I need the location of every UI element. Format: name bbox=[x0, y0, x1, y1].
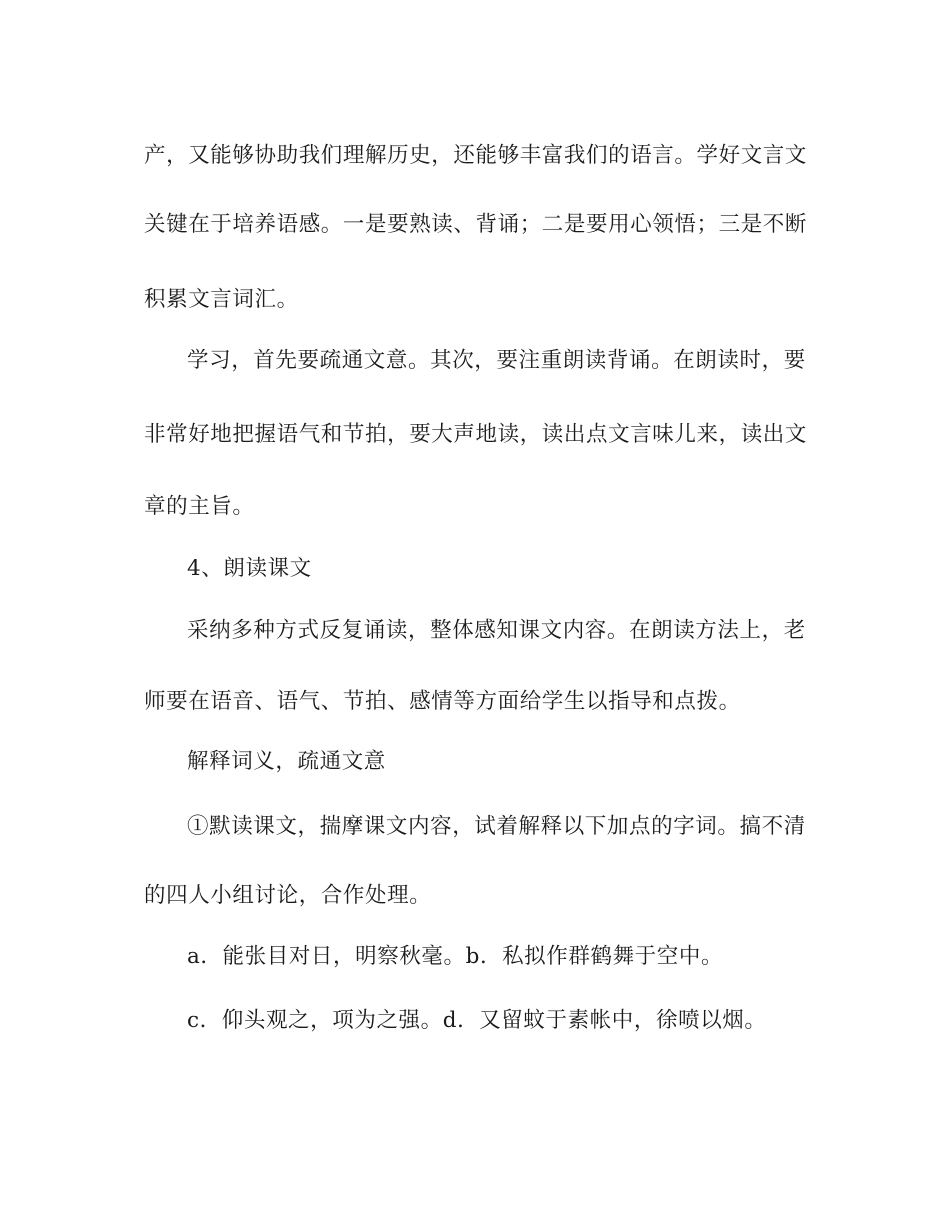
text-line: 学习，首先要疏通文意。其次，要注重朗读背诵。在朗读时，要 bbox=[187, 348, 806, 373]
list-item: a．能张目对日，明察秋毫。b．私拟作群鹤舞于空中。 bbox=[187, 944, 724, 969]
section-heading: 解释词义，疏通文意 bbox=[187, 749, 386, 774]
text-line: 积累文言词汇。 bbox=[144, 287, 299, 312]
text-line: ①默读课文，揣摩课文内容，试着解释以下加点的字词。搞不清 bbox=[187, 814, 806, 839]
text-line: 师要在语音、语气、节拍、感情等方面给学生以指导和点拨。 bbox=[144, 689, 741, 714]
list-item: c．仰头观之，项为之强。d．又留蚊于素帐中，徐喷以烟。 bbox=[187, 1008, 767, 1033]
text-line: 的四人小组讨论，合作处理。 bbox=[144, 883, 432, 908]
text-line: 产，又能够协助我们理解历史，还能够丰富我们的语言。学好文言文 bbox=[144, 143, 808, 168]
text-line: 章的主旨。 bbox=[144, 494, 255, 519]
text-line: 非常好地把握语气和节拍，要大声地读，读出点文言味儿来，读出文 bbox=[144, 422, 808, 447]
text-line: 采纳多种方式反复诵读，整体感知课文内容。在朗读方法上，老 bbox=[187, 618, 806, 643]
text-line: 关键在于培养语感。一是要熟读、背诵；二是要用心领悟；三是不断 bbox=[144, 212, 808, 237]
section-heading: 4、朗读课文 bbox=[187, 556, 312, 581]
